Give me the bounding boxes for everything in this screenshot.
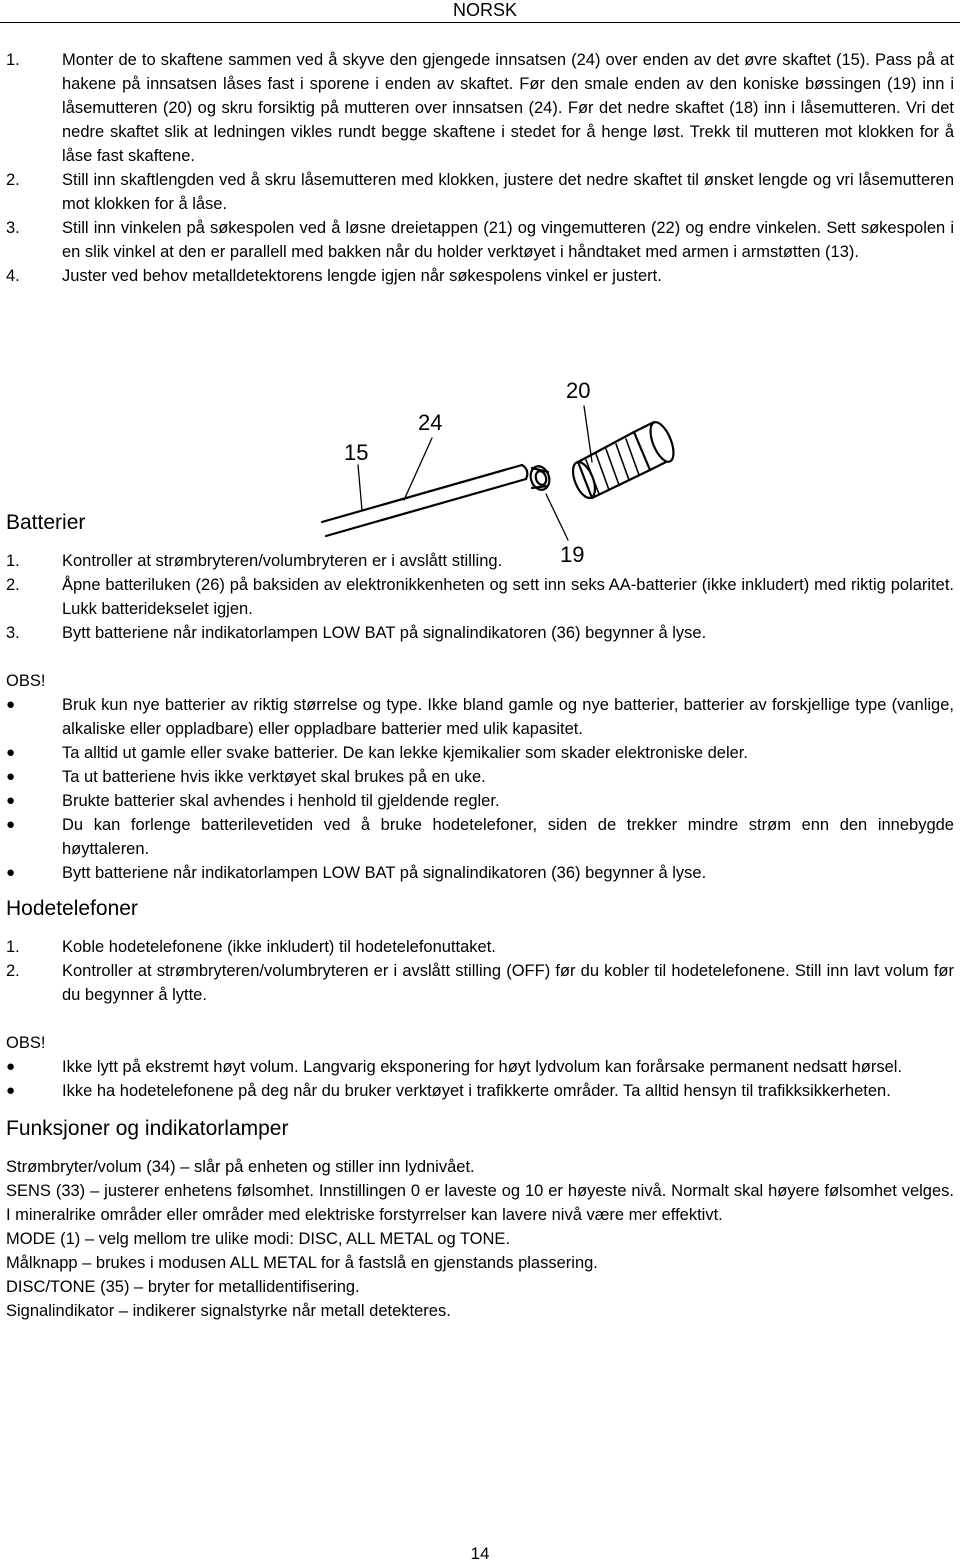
- batteries-bullet-5: ● Du kan forlenge batterilevetiden ved å bruke hodetelefoner, siden de trekker mindre strøm enn den innebygde høyttaleren.: [6, 813, 954, 861]
- headphones-bullet-2: ● Ikke ha hodetelefonene på deg når du bruker verktøyet i trafikkerte områder. Ta alltid hensyn til trafikksikkerheten.: [6, 1079, 954, 1103]
- headphones-heading: Hodetelefoner: [6, 897, 138, 920]
- function-line-disc-tone: DISC/TONE (35) – bryter for metallidentifisering.: [6, 1278, 360, 1296]
- headphones-item-1: 1. Koble hodetelefonene (ikke inkludert) til hodetelefonuttaket.: [6, 938, 496, 956]
- bullet-icon: ●: [6, 1058, 16, 1075]
- batteries-bullet-3: ● Ta ut batteriene hvis ikke verktøyet skal brukes på en uke.: [6, 765, 954, 789]
- leader-15: [358, 465, 362, 510]
- label-19: 19: [560, 542, 585, 567]
- functions-list: [6, 1155, 954, 1323]
- headphones-bullets: [6, 1055, 954, 1103]
- page-number: 14: [470, 1544, 490, 1563]
- bullet-icon: ●: [6, 1082, 16, 1099]
- assembly-item-4: 4. Juster ved behov metalldetektorens lengde igjen når søkespolens vinkel er justert.: [6, 267, 662, 285]
- function-line-target: Målknapp – brukes i modusen ALL METAL for å fastslå en gjenstands plassering.: [6, 1254, 598, 1272]
- function-line-power: Strømbryter/volum (34) – slår på enheten og stiller inn lydnivået.: [6, 1158, 475, 1176]
- batteries-heading: Batterier: [6, 511, 86, 534]
- batteries-bullet-1: ● Bruk kun nye batterier av riktig størrelse og type. Ikke bland gamle og nye batterier, batterier av forskjellige type (vanlige, alkaliske eller oppladbare) eller oppladbare batterier med ulik kapasitet.: [6, 693, 954, 741]
- headphones-bullet-1: ● Ikke lytt på ekstremt høyt volum. Langvarig eksponering for høyt lydvolum kan forårsake permanent nedsatt hørsel.: [6, 1055, 954, 1079]
- batteries-bullets: [6, 693, 954, 885]
- batteries-bullet-2: ● Ta alltid ut gamle eller svake batterier. De kan lekke kjemikalier som skader elektroniske deler.: [6, 741, 954, 765]
- bullet-icon: ●: [6, 696, 16, 713]
- shaft-assembly-diagram: [316, 370, 676, 570]
- assembly-item-2: 2. Still inn skaftlengden ved å skru låsemutteren med klokken, justere det nedre skaftet til ønsket lengde og vri låsemutteren mot klokken for å låse.: [6, 171, 954, 213]
- page-header: [0, 0, 960, 23]
- batteries-item-2: 2. Åpne batteriluken (26) på baksiden av elektronikkenheten og sett inn seks AA-batterier (ikke inkludert) med riktig polaritet. Lukk batteridekselet igjen.: [6, 576, 954, 618]
- assembly-item-1: 1. Monter de to skaftene sammen ved å skyve den gjengede innsatsen (24) over enden av det øvre skaftet (15). Pass på at hakene på innsatsen låses fast i sporene i enden av skaftet. Før den smale enden av den koniske bøssingen (19) inn i låsemutteren (20) og skru forsiktig på mutteren over innsatsen (24). Før det nedre skaftet (18) inn i låsemutteren. Vri det nedre skaftet slik at ledningen vikles rundt begge skaftene i stedet for å henge løst. Trekk til mutteren mot klokken for å låse fast skaftene.: [6, 51, 954, 165]
- bullet-icon: ●: [6, 792, 16, 809]
- leader-24: [404, 438, 432, 500]
- leader-19: [546, 494, 568, 540]
- label-24: 24: [418, 410, 443, 435]
- function-line-sens: SENS (33) – justerer enhetens følsomhet. Innstillingen 0 er laveste og 10 er høyeste nivå. Normalt skal høyere følsomhet velges. I mineralrike områder eller områder med elektriske forstyrrelser kan lavere nivå være mer effektivt.: [6, 1182, 954, 1224]
- batteries-obs-label: OBS!: [6, 672, 46, 690]
- batteries-item-3: 3. Bytt batteriene når indikatorlampen LOW BAT på signalindikatoren (36) begynner å lyse.: [6, 624, 707, 642]
- upper-shaft-bottom-edge: [326, 479, 526, 536]
- batteries-bullet-4: ● Brukte batterier skal avhendes i henhold til gjeldende regler.: [6, 789, 954, 813]
- upper-shaft-end: [522, 465, 527, 479]
- batteries-bullet-6: ● Bytt batteriene når indikatorlampen LOW BAT på signalindikatoren (36) begynner å lyse.: [6, 861, 954, 885]
- function-line-mode: MODE (1) – velg mellom tre ulike modi: DISC, ALL METAL og TONE.: [6, 1230, 511, 1248]
- function-line-signal: Signalindikator – indikerer signalstyrke når metall detekteres.: [6, 1302, 451, 1320]
- bullet-icon: ●: [6, 768, 16, 785]
- header-language: NORSK: [452, 0, 517, 20]
- label-15: 15: [344, 440, 369, 465]
- assembly-item-3: 3. Still inn vinkelen på søkespolen ved å løsne dreietappen (21) og vingemutteren (22) og endre vinkelen. Sett søkespolen i en slik vinkel at den er parallell med bakken når du holder verktøyet i håndtaket med armen i armstøtten (13).: [6, 219, 954, 261]
- headphones-item-2: 2. Kontroller at strømbryteren/volumbryteren er i avslått stilling (OFF) før du kobler til hodetelefonene. Still inn lavt volum før du begynner å lytte.: [6, 962, 954, 1004]
- assembly-list: [6, 48, 954, 288]
- headphones-list: [6, 935, 954, 1007]
- lock-nut-opening: [646, 419, 676, 465]
- bullet-icon: ●: [6, 864, 16, 881]
- bullet-icon: ●: [6, 816, 16, 833]
- functions-heading: Funksjoner og indikatorlamper: [6, 1117, 289, 1140]
- batteries-item-1: 1. Kontroller at strømbryteren/volumbryteren er i avslått stilling.: [6, 552, 503, 570]
- leader-20: [584, 406, 592, 462]
- bullet-icon: ●: [6, 744, 16, 761]
- page-content: [6, 48, 954, 1323]
- label-20: 20: [566, 378, 591, 403]
- headphones-obs-label: OBS!: [6, 1034, 46, 1052]
- upper-shaft-top-edge: [322, 465, 522, 522]
